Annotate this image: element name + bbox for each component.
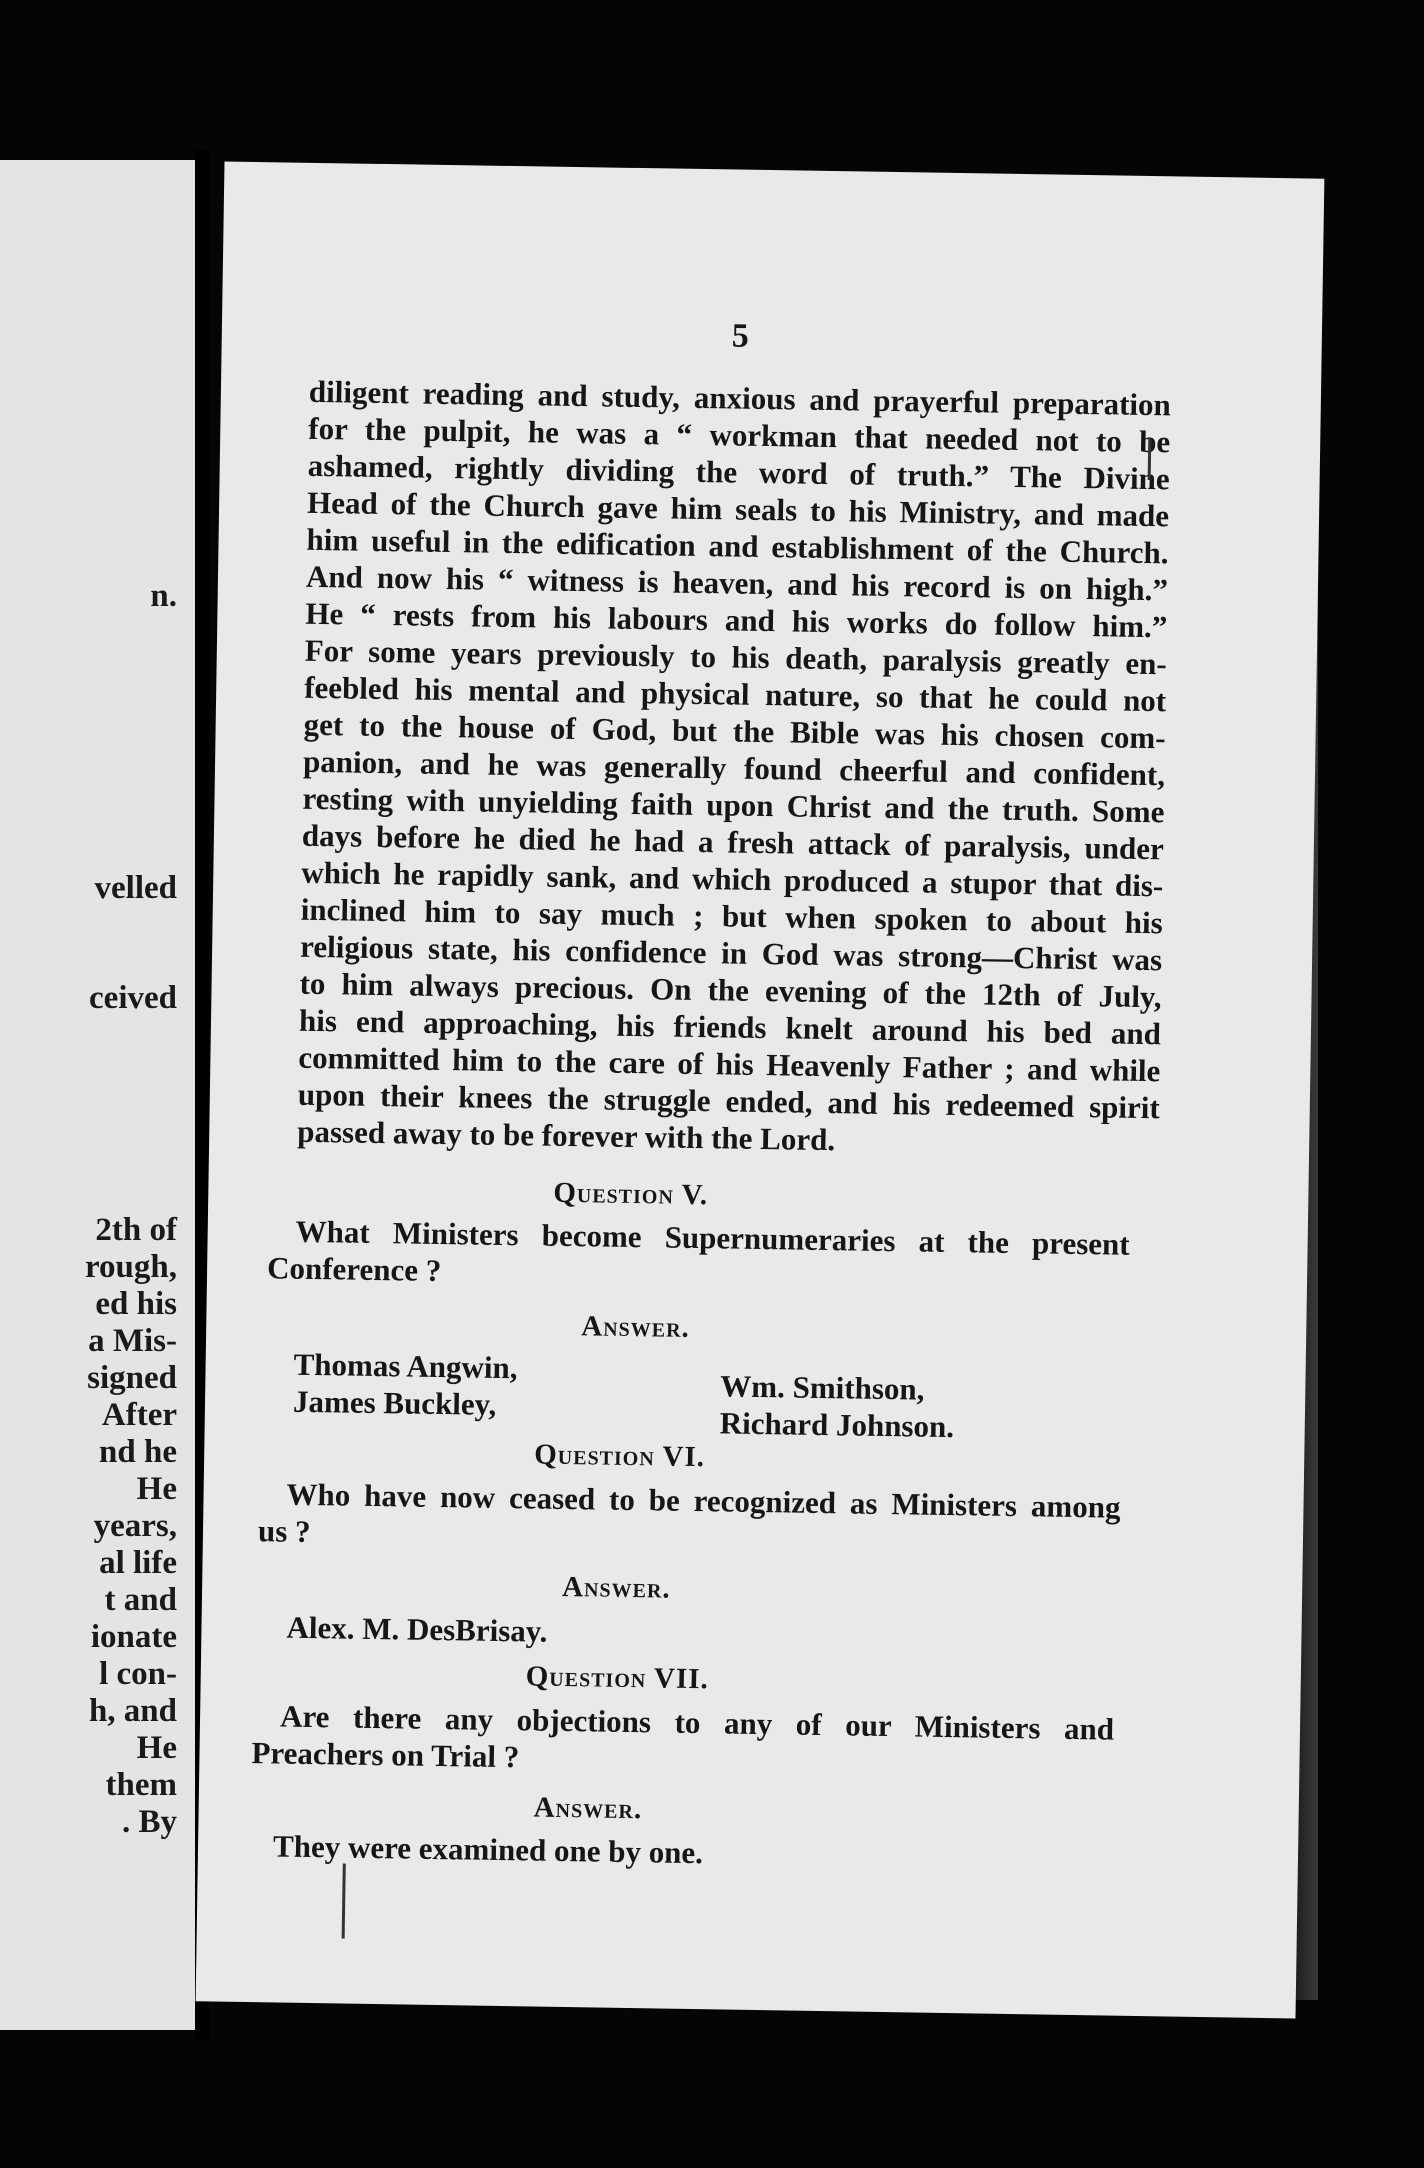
left-page-fragment: ionate [90,1619,177,1655]
body-line: passed away to be forever with the Lord. [297,1113,836,1158]
left-page-fragment: years, [93,1508,177,1544]
body-line: ashamed, rightly dividing the word of truth.” The Divine [307,447,1170,497]
margin-pen-mark [342,1864,346,1939]
body-line: feebled his mental and physical nature, so that he could not [303,669,1167,719]
left-page-fragment: al life [99,1545,177,1581]
left-page-fragment: l con- [99,1656,177,1692]
left-page-fragment: After [101,1397,177,1433]
minister-name: Richard Johnson. [719,1405,955,1445]
minister-name: Thomas Angwin, [293,1346,518,1386]
question-5-line: What Ministers become Supernumeraries at the present [295,1213,1130,1262]
body-line: days before he died he had a fresh attack of paralysis, under [301,817,1165,867]
left-page-fragment: a Mis- [88,1323,177,1359]
body-line: his end approaching, his friends knelt around his bed and [298,1002,1162,1052]
left-page-fragment: . By [121,1804,177,1840]
question-6-line: us ? [257,1513,311,1549]
left-page-fragment: He [136,1471,177,1507]
body-line: diligent reading and study, anxious and prayerful preparation [308,373,1172,423]
body-line: He “ rests from his labours and his works do follow him.” [305,595,1168,645]
body-paragraph [297,373,1171,1163]
left-page-fragment: rough, [84,1249,177,1285]
answer-7-text: They were examined one by one. [272,1828,704,1871]
body-line: get to the house of God, but the Bible was his chosen com- [303,706,1166,756]
left-page-fragment: velled [94,870,177,906]
left-page [0,160,195,2030]
question-7-line: Are there any objections to any of our Ministers and [279,1698,1115,1747]
left-page-fragment: n. [150,578,177,614]
supernumeraries-right [719,1367,954,1445]
left-page-fragment: them [105,1767,177,1803]
body-line: committed him to the care of his Heavenly Father ; and while [298,1039,1161,1089]
left-page-fragment: He [136,1730,177,1766]
body-line: to him always precious. On the evening of the 12th of July, [299,965,1162,1015]
body-line: for the pulpit, he was a “ workman that needed not to be [308,410,1171,460]
question-7-text [251,1697,1114,1785]
answer-5-heading: Answer. [581,1310,691,1344]
body-line: which he rapidly sank, and which produced a stupor that dis- [301,854,1164,904]
left-page-fragment: 2th of [95,1212,177,1248]
answer-7-heading: Answer. [533,1791,643,1826]
left-page-fragment: nd he [99,1434,177,1470]
minister-name: Wm. Smithson, [720,1368,925,1407]
page-number: 5 [731,317,750,355]
left-page-fragment: t and [104,1582,177,1618]
question-6-text [258,1475,1121,1563]
body-line: panion, and he was generally found cheerful and confident, [302,743,1166,793]
body-line: him useful in the edification and establishment of the Church. [306,521,1169,571]
answer-6-heading: Answer. [561,1570,671,1605]
body-line: inclined him to say much ; but when spoken to about his [300,891,1163,941]
question-5-heading: Question V. [553,1176,709,1212]
minister-name: James Buckley, [292,1383,497,1422]
question-6-line: Who have now ceased to be recognized as Ministers among [286,1476,1121,1525]
body-line: religious state, his confidence in God was strong—Christ was [299,928,1163,978]
supernumeraries-left [293,1346,518,1424]
body-line: And now his “ witness is heaven, and his record is on high.” [305,558,1169,608]
question-5-line: Conference ? [266,1250,442,1289]
body-line: resting with unyielding faith upon Christ and the truth. Some [302,780,1165,830]
question-7-line: Preachers on Trial ? [251,1735,520,1775]
left-page-fragment: ed his [95,1286,177,1322]
body-line: For some years previously to his death, paralysis greatly en- [304,632,1168,682]
left-page-fragment: signed [87,1360,177,1396]
question-7-heading: Question VII. [525,1660,710,1696]
body-line: Head of the Church gave him seals to his Ministry, and made [306,484,1170,534]
body-line: upon their knees the struggle ended, and his redeemed spirit [297,1076,1161,1126]
left-page-fragment: h, and [88,1693,177,1729]
left-page-fragment: ceived [89,980,177,1016]
right-page [196,161,1325,2018]
answer-6-text: Alex. M. DesBrisay. [286,1609,548,1649]
question-5-text [267,1212,1130,1300]
question-6-heading: Question VI. [533,1438,706,1474]
